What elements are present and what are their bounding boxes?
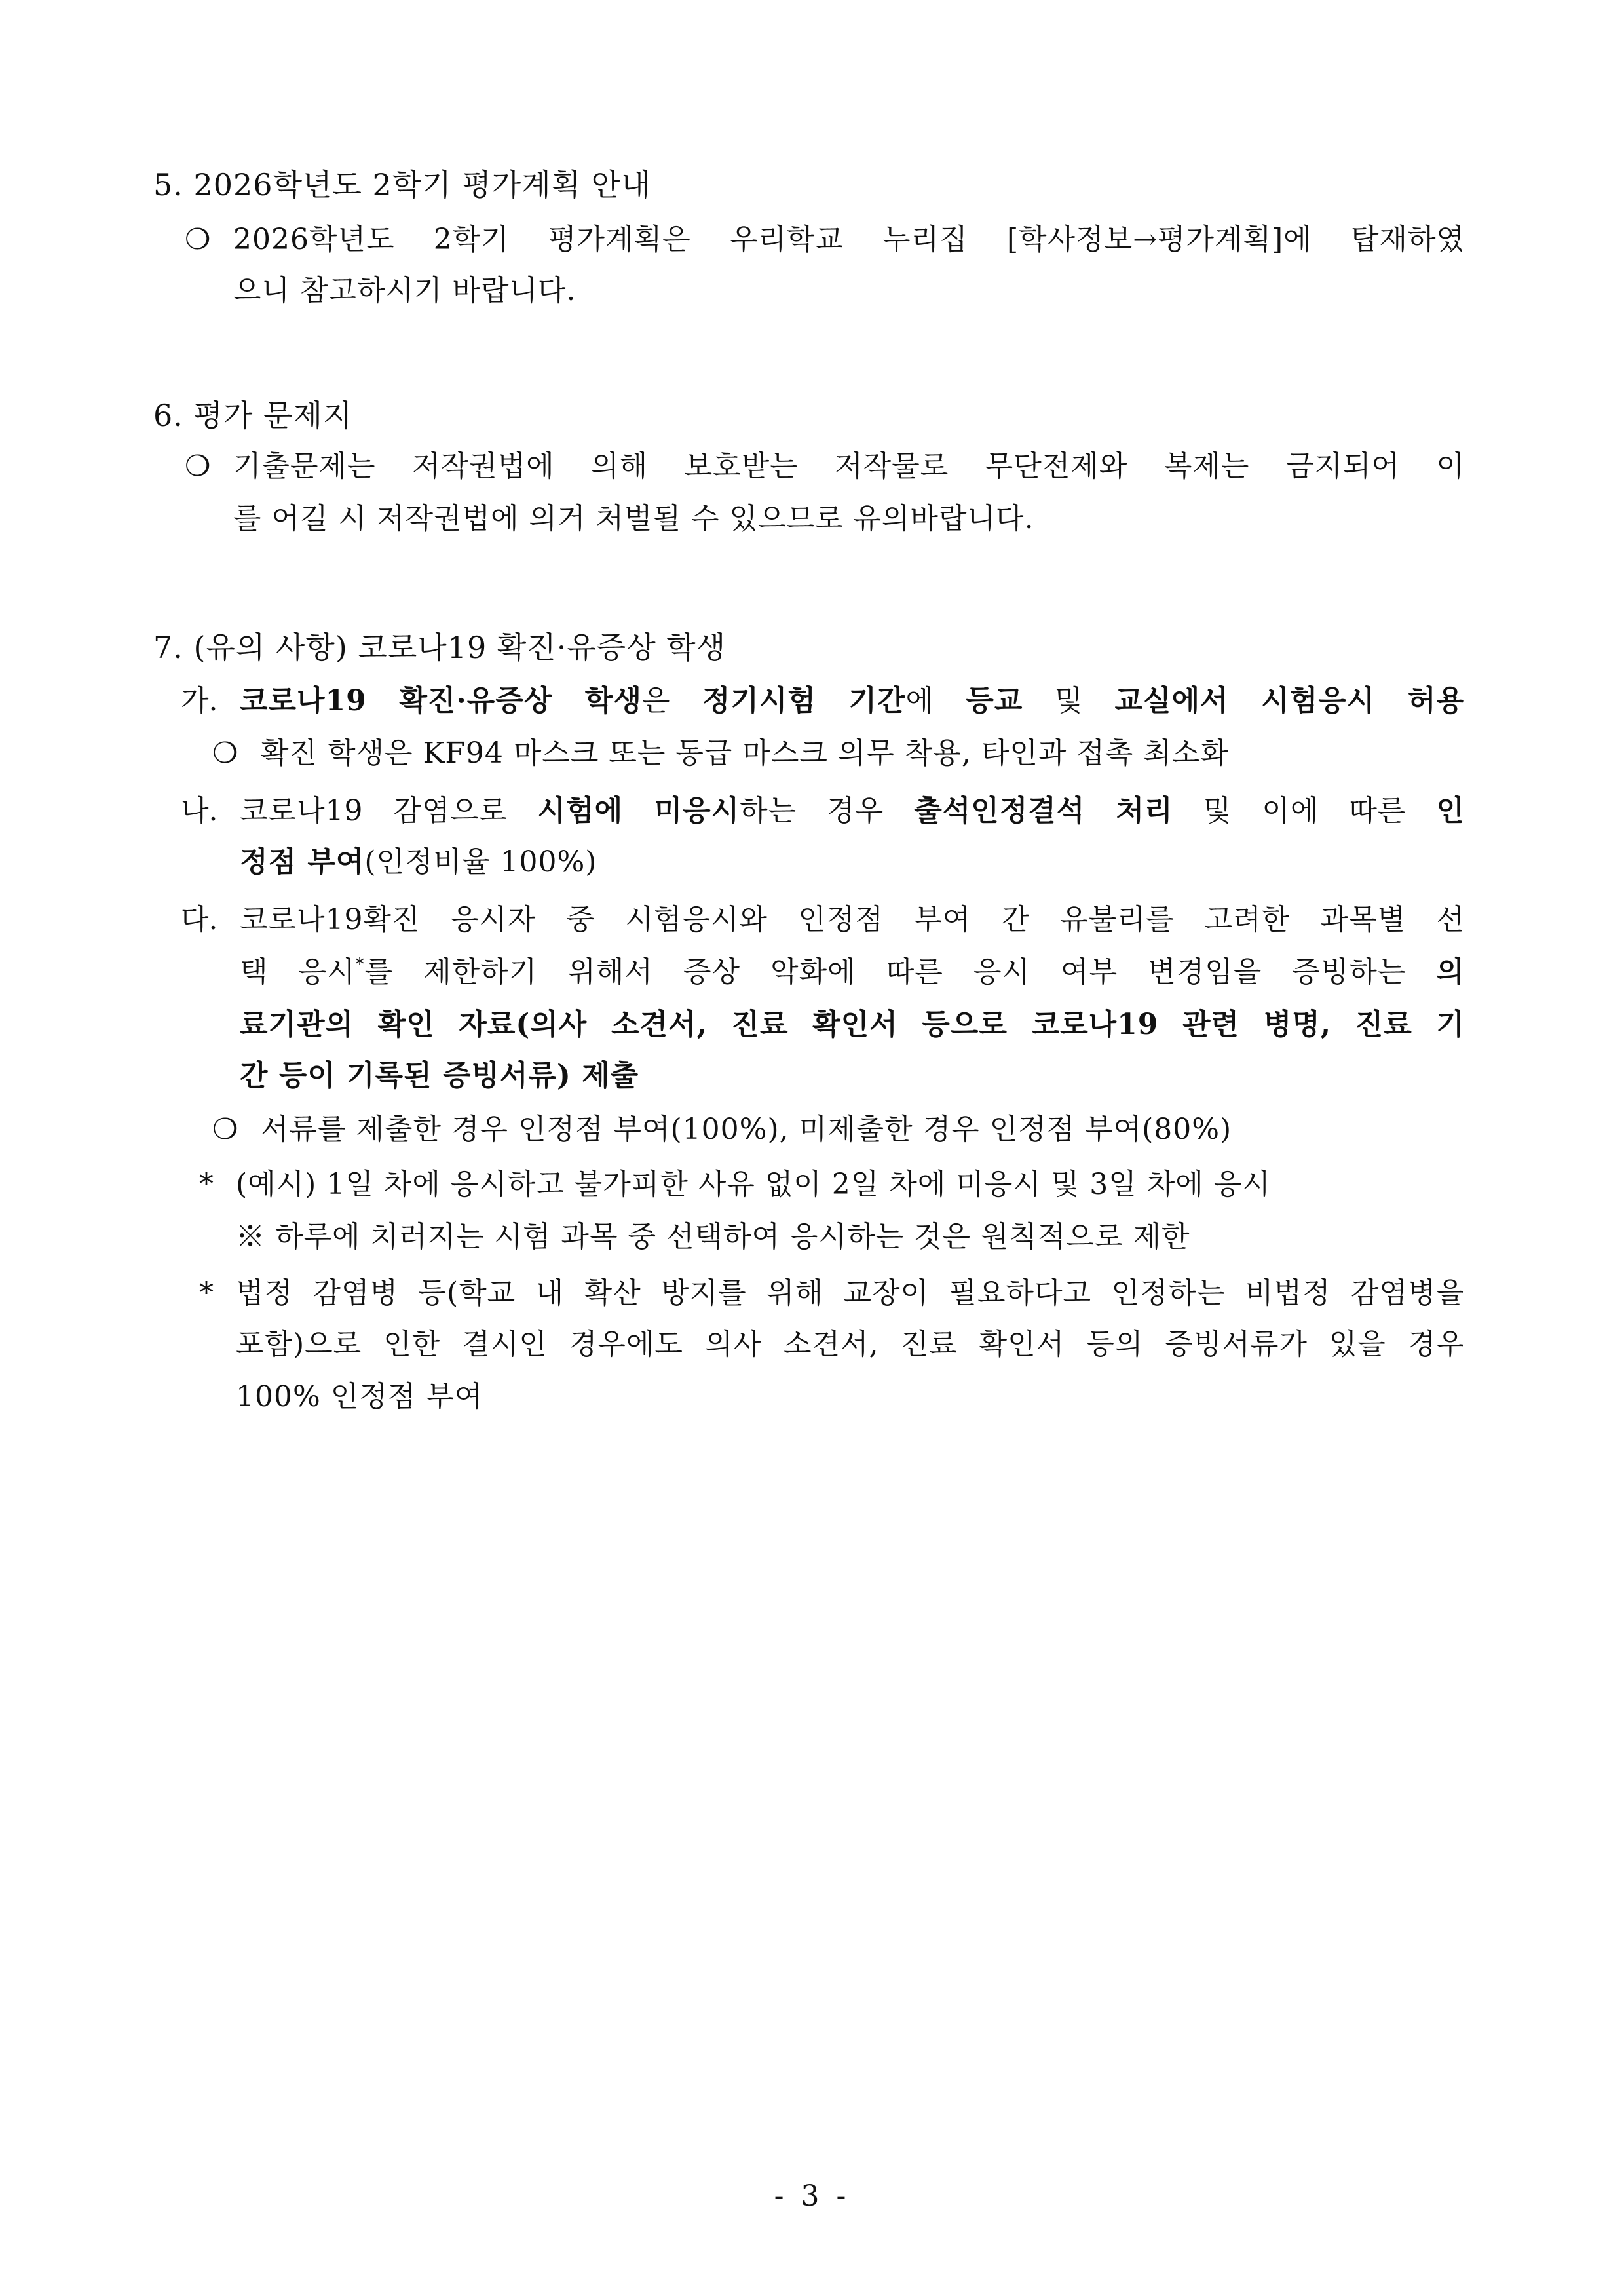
footnote-marker: * (355, 955, 365, 974)
item-na-text-line2 (240, 843, 597, 882)
note-2-text: ※ 하루에 치러지는 시험 과목 중 선택하여 응시하는 것은 원칙적으로 제한 (236, 1220, 1190, 1253)
item-na-bold-2: 출석인정결석 처리 (914, 794, 1173, 828)
item-na-line2-bold: 정점 부여 (240, 845, 365, 879)
page-number: - 3 - (774, 2179, 850, 2213)
note-3-marker: * (199, 1276, 214, 1310)
item-da-line2-a: 택 응시 (240, 955, 356, 989)
section-5-heading: 5. 2026학년도 2학기 평가계획 안내 (153, 167, 651, 202)
item-ga-text-1: 은 (641, 684, 702, 718)
item-da-line2-b: 를 제한하기 위해서 증상 악화에 따른 응시 여부 변경임을 증빙하는 (364, 955, 1437, 989)
item-na-text-3: 및 이에 따른 (1173, 794, 1437, 828)
item-na-text-2: 하는 경우 (740, 794, 915, 828)
item-da-text-line4 (240, 1056, 639, 1096)
item-na-bold-1: 시험에 미응시 (537, 794, 740, 828)
note-3-text-line2: 포함)으로 인한 결시인 경우에도 의사 소견서, 진료 확인서 등의 증빙서류가 있을 경우 (236, 1328, 1465, 1361)
item-ga-bold-3: 등교 (966, 684, 1023, 718)
section-6-text-line2: 를 어길 시 저작권법에 의거 처벌될 수 있으므로 유의바랍니다. (233, 502, 1034, 535)
item-da-sub-bullet: ❍ (212, 1113, 238, 1146)
item-ga-text-2: 에 (905, 684, 966, 718)
item-da-line4-bold: 간 등이 기록된 증빙서류) 제출 (240, 1059, 639, 1092)
item-ga-bold-4: 교실에서 시험응시 허용 (1114, 684, 1465, 718)
item-na-marker: 나. (181, 794, 218, 828)
item-da-text-line2 (240, 953, 1465, 992)
item-ga-bold-2: 정기시험 기간 (702, 684, 906, 718)
item-da-marker: 다. (181, 903, 218, 936)
item-ga-bold-1: 코로나19 확진·유증상 학생 (240, 684, 642, 718)
item-da-line2-bold: 의 (1436, 955, 1465, 989)
item-na-bold-3: 인 (1436, 794, 1465, 828)
item-na-text-1: 코로나19 감염으로 (240, 794, 538, 828)
note-3-text-line3: 100% 인정점 부여 (236, 1380, 483, 1413)
section-6-heading: 6. 평가 문제지 (153, 398, 353, 433)
section-5-text-line2: 으니 참고하시기 바랍니다. (233, 274, 576, 307)
note-1-text: (예시) 1일 차에 응시하고 불가피한 사유 없이 2일 차에 미응시 및 3일 차에 응시 (236, 1168, 1271, 1201)
section-5-text-line1: 2026학년도 2학기 평가계획은 우리학교 누리집 [학사정보→평가계획]에 탑재하였 (233, 223, 1465, 256)
section-5-bullet: ❍ (185, 223, 211, 256)
note-1-marker: * (199, 1168, 214, 1201)
item-ga-text (240, 681, 1465, 721)
item-ga-sub-text: 확진 학생은 KF94 마스크 또는 동급 마스크 의무 착용, 타인과 접촉 최소화 (261, 737, 1229, 770)
section-6-text-line1: 기출문제는 저작권법에 의해 보호받는 저작물로 무단전제와 복제는 금지되어 이 (233, 450, 1465, 483)
section-6-bullet: ❍ (185, 450, 211, 483)
item-ga-text-3: 및 (1023, 684, 1115, 718)
item-da-text-line1: 코로나19확진 응시자 중 시험응시와 인정점 부여 간 유불리를 고려한 과목별 선 (240, 903, 1465, 936)
item-da-sub-text: 서류를 제출한 경우 인정점 부여(100%), 미제출한 경우 인정점 부여(80%) (261, 1113, 1232, 1146)
item-da-text-line3: 료기관의 확인 자료(의사 소견서, 진료 확인서 등으로 코로나19 관련 병명, 진료 기 (240, 1008, 1465, 1041)
item-na-line2-rest: (인정비율 100%) (364, 845, 597, 879)
section-7-heading: 7. (유의 사항) 코로나19 확진·유증상 학생 (153, 630, 727, 665)
note-3-text-line1: 법정 감염병 등(학교 내 확산 방지를 위해 교장이 필요하다고 인정하는 비법정 감염병을 (236, 1276, 1465, 1310)
item-ga-marker: 가. (181, 684, 218, 718)
item-na-text-line1 (240, 792, 1465, 831)
item-ga-sub-bullet: ❍ (212, 737, 238, 770)
